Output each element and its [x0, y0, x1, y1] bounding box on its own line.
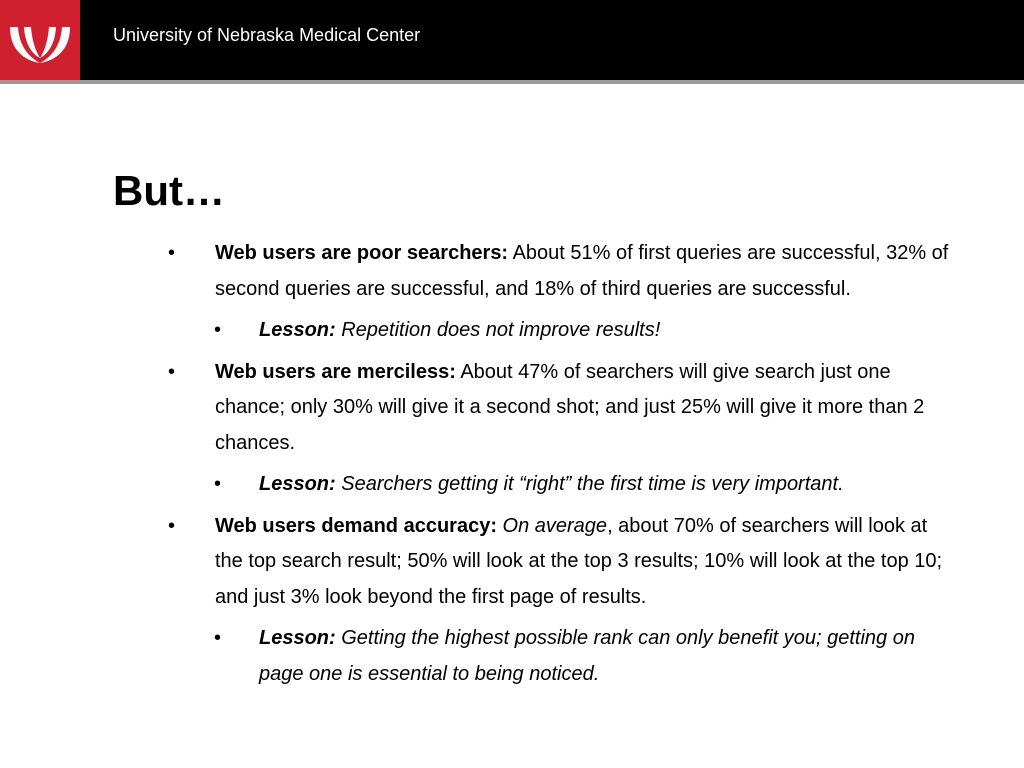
- lesson-text: Repetition does not improve results!: [335, 319, 661, 341]
- header-bar: [0, 0, 1024, 80]
- lesson-label: Lesson:: [259, 319, 336, 341]
- lesson-label: Lesson:: [259, 627, 336, 649]
- organization-name: University of Nebraska Medical Center: [113, 25, 421, 45]
- bullet-text: , about 70% of searchers will look at the top search result; 50% will look at the top 3 results; 10% will look at the top 10; and just 3% look beyond the first page of results.: [215, 514, 943, 608]
- bullet-icon: •: [168, 514, 176, 537]
- bullet-icon: •: [214, 319, 222, 341]
- bullet-item: [160, 236, 980, 307]
- lesson-label: Lesson:: [259, 473, 336, 495]
- bullet-item: [160, 355, 980, 462]
- sub-bullet-item: [160, 313, 980, 349]
- bullet-text-italic: On average: [496, 514, 608, 537]
- bullet-heading: Web users are poor searchers:: [215, 242, 509, 264]
- bullet-body: [215, 236, 960, 307]
- slide-title: But…: [113, 167, 225, 214]
- header-divider: [0, 80, 1024, 84]
- bullet-item: [160, 509, 980, 616]
- lesson-text: Getting the highest possible rank can only benefit you; getting on page one is essential to being noticed.: [259, 627, 915, 685]
- sub-bullet-item: [160, 621, 980, 692]
- bullet-icon: •: [214, 627, 222, 649]
- bullet-body: [215, 509, 960, 616]
- bullet-list: [160, 236, 980, 698]
- lesson-body: [259, 621, 959, 692]
- sub-bullet-item: [160, 467, 980, 503]
- lesson-body: [259, 313, 959, 349]
- bullet-text: About 51% of first queries are successful, 32% of second queries are successful, and 18% of third queries are successful.: [215, 242, 949, 300]
- bullet-icon: •: [168, 242, 176, 264]
- unmc-logo-icon: [0, 0, 80, 80]
- bullet-text: About 47% of searchers will give search just one chance; only 30% will give it a second shot; and just 25% will give it more than 2 chances.: [215, 360, 925, 454]
- bullet-body: [215, 355, 960, 462]
- lesson-text: Searchers getting it “right” the first time is very important.: [335, 473, 844, 495]
- lesson-body: [259, 467, 959, 503]
- bullet-icon: •: [168, 360, 176, 383]
- bullet-icon: •: [214, 473, 222, 495]
- bullet-heading: Web users demand accuracy:: [215, 514, 497, 537]
- bullet-heading: Web users are merciless:: [215, 360, 456, 383]
